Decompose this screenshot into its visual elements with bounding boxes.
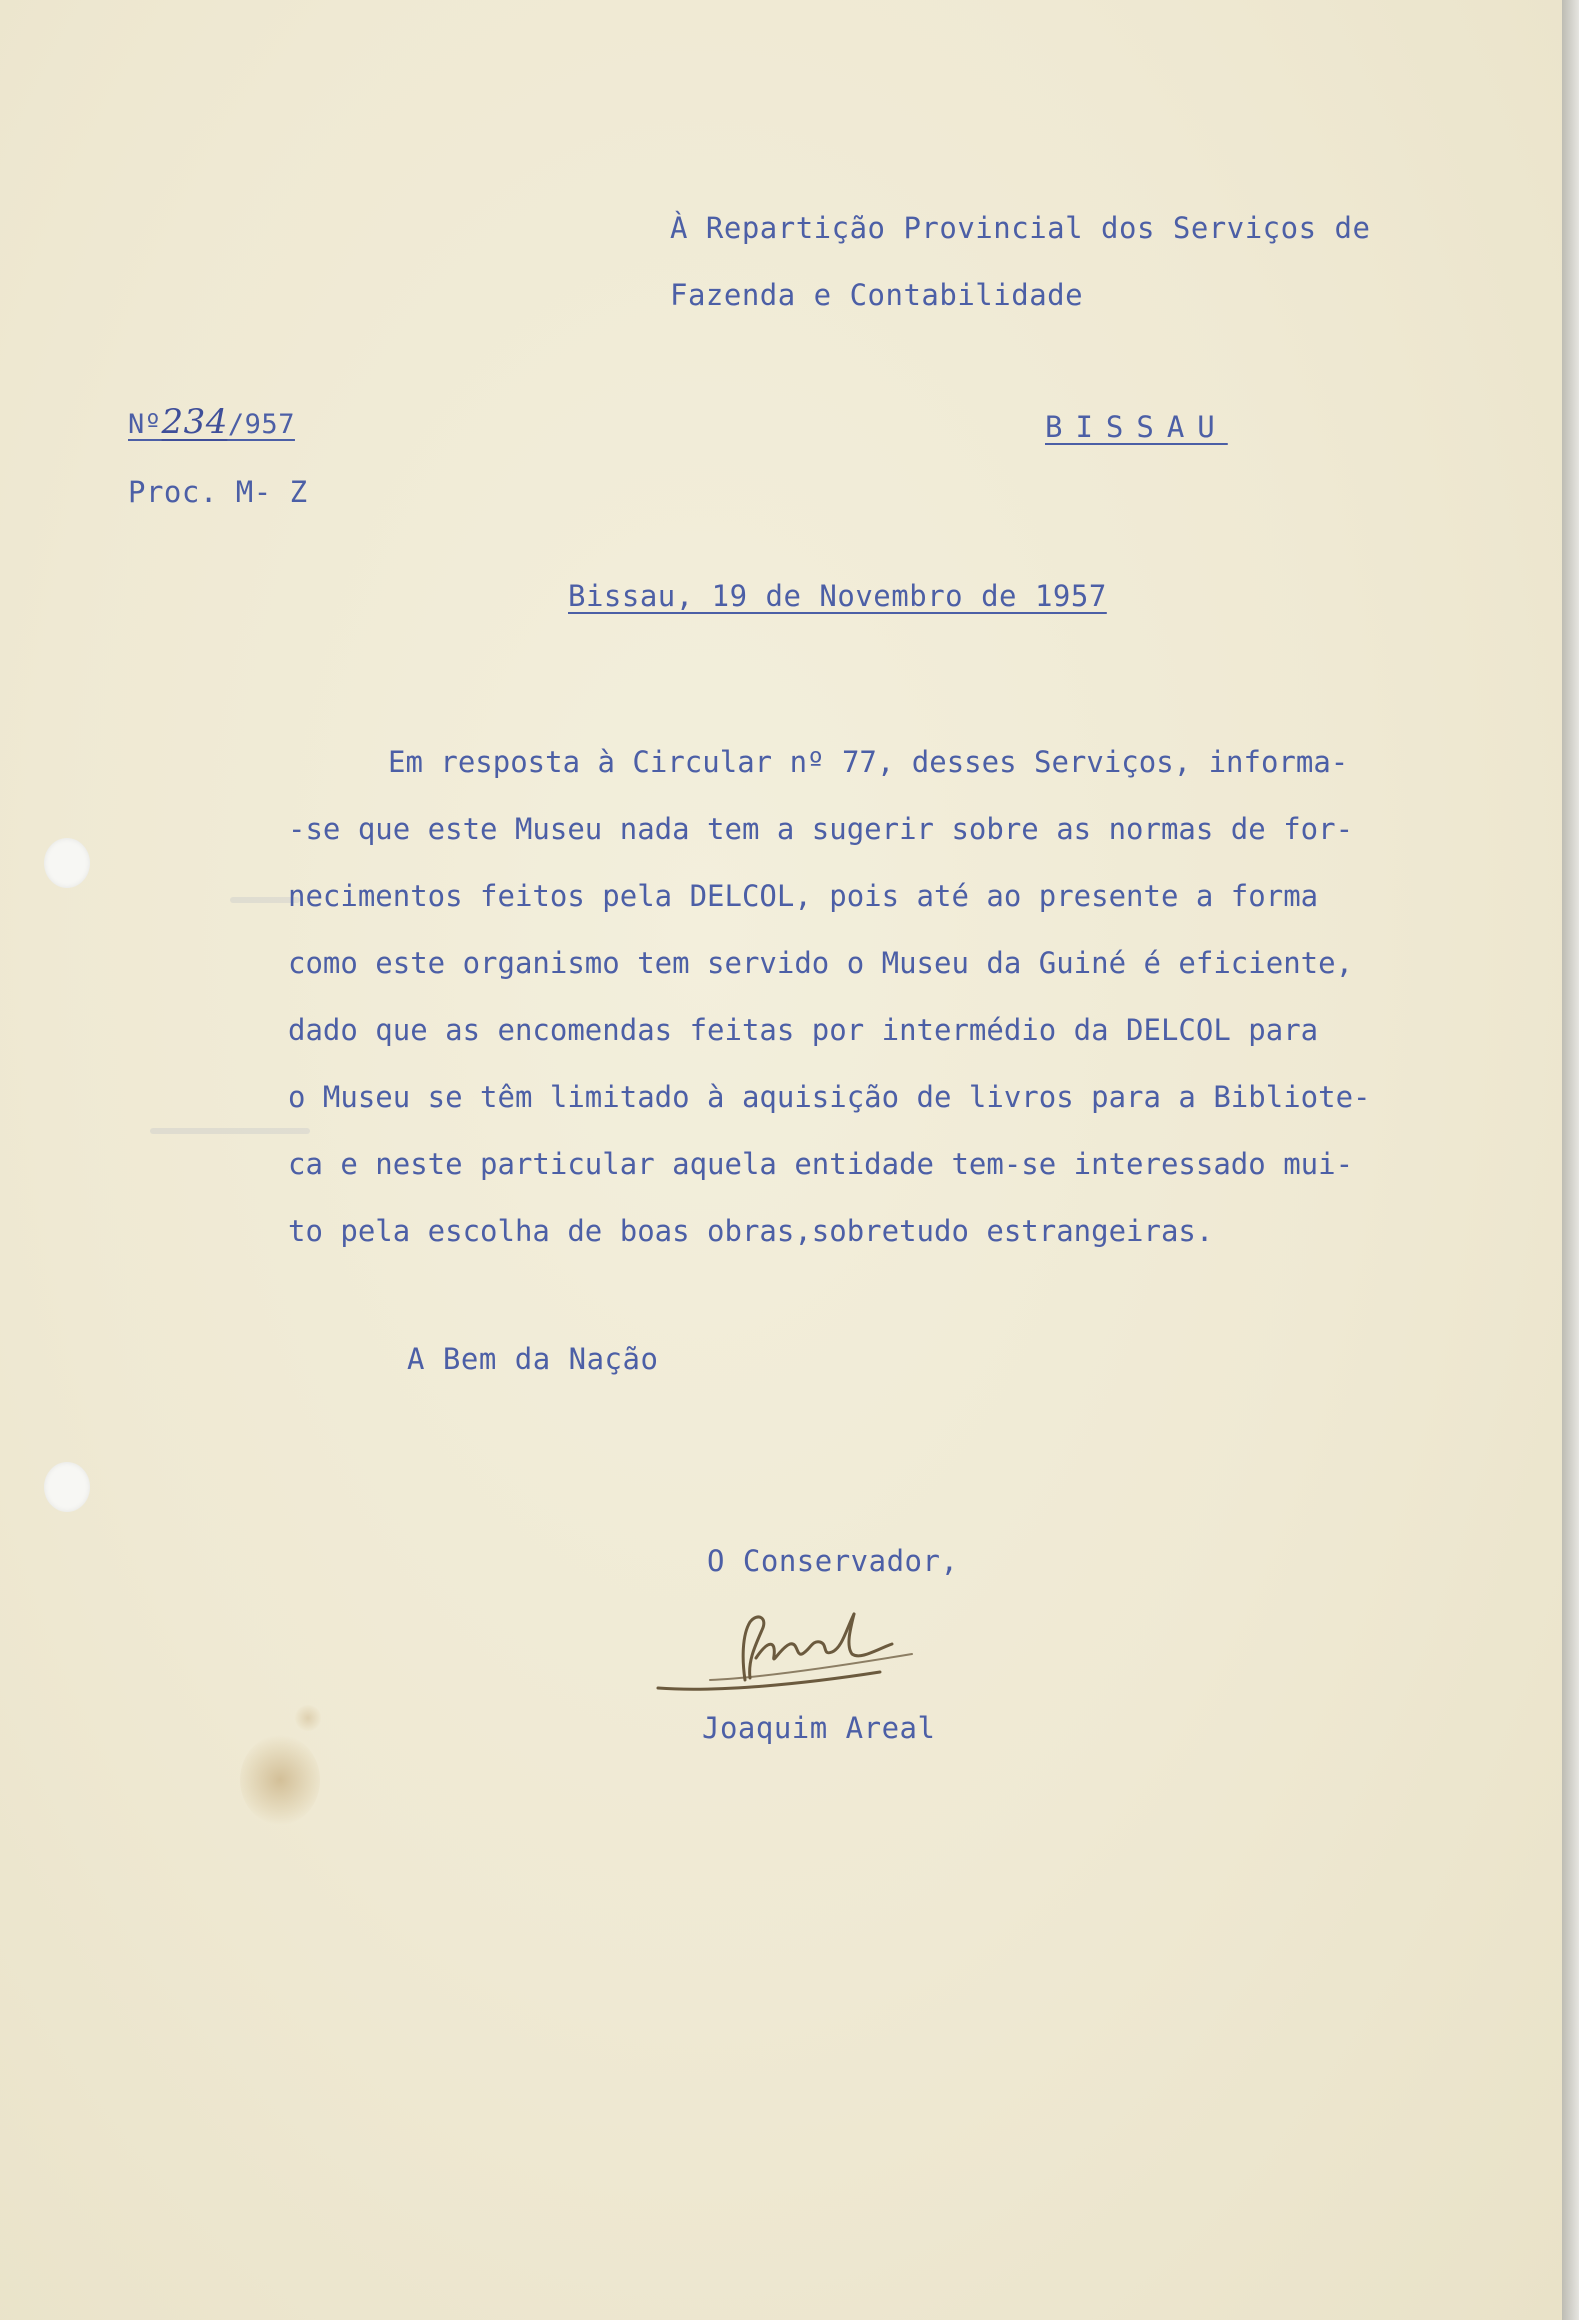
- body-line-4: como este organismo tem servido o Museu da Guiné é eficiente,: [288, 946, 1354, 980]
- reference-number-prefix: Nº: [128, 409, 162, 440]
- body-line-3: necimentos feitos pela DELCOL, pois até ao presente a forma: [288, 879, 1319, 913]
- punch-hole-bottom: [44, 1462, 90, 1512]
- body-line-6: o Museu se têm limitado à aquisição de livros para a Bibliote-: [288, 1080, 1371, 1114]
- reference-number: [128, 402, 295, 442]
- addressee-line-2: Fazenda e Contabilidade: [670, 278, 1084, 312]
- body-line-5: dado que as encomendas feitas por intermédio da DELCOL para: [288, 1013, 1319, 1047]
- body-line-1: Em resposta à Circular nº 77, desses Serviços, informa-: [388, 745, 1349, 779]
- handwritten-signature: [650, 1600, 970, 1720]
- process-reference: Proc. M- Z: [128, 475, 308, 509]
- body-line-2: -se que este Museu nada tem a sugerir sobre as normas de for-: [288, 812, 1354, 846]
- ink-smudge: [150, 1128, 310, 1134]
- reference-number-year: /957: [227, 409, 295, 440]
- signatory-name: Joaquim Areal: [702, 1711, 936, 1745]
- page-edge: [1562, 0, 1579, 2320]
- body-line-8: to pela escolha de boas obras,sobretudo estrangeiras.: [288, 1214, 1214, 1248]
- signatory-title: O Conservador,: [707, 1544, 959, 1578]
- body-line-7: ca e neste particular aquela entidade tem-se interessado mui-: [288, 1147, 1354, 1181]
- foxing-stain: [240, 1735, 320, 1825]
- date-line: Bissau, 19 de Novembro de 1957: [568, 579, 1107, 613]
- foxing-stain-small: [295, 1705, 321, 1731]
- punch-hole-top: [44, 838, 90, 888]
- addressee-line-1: À Repartição Provincial dos Serviços de: [670, 211, 1371, 245]
- closing-salutation: A Bem da Nação: [407, 1342, 659, 1376]
- reference-number-handwritten: 234: [161, 402, 228, 442]
- destination: BISSAU: [1045, 410, 1228, 444]
